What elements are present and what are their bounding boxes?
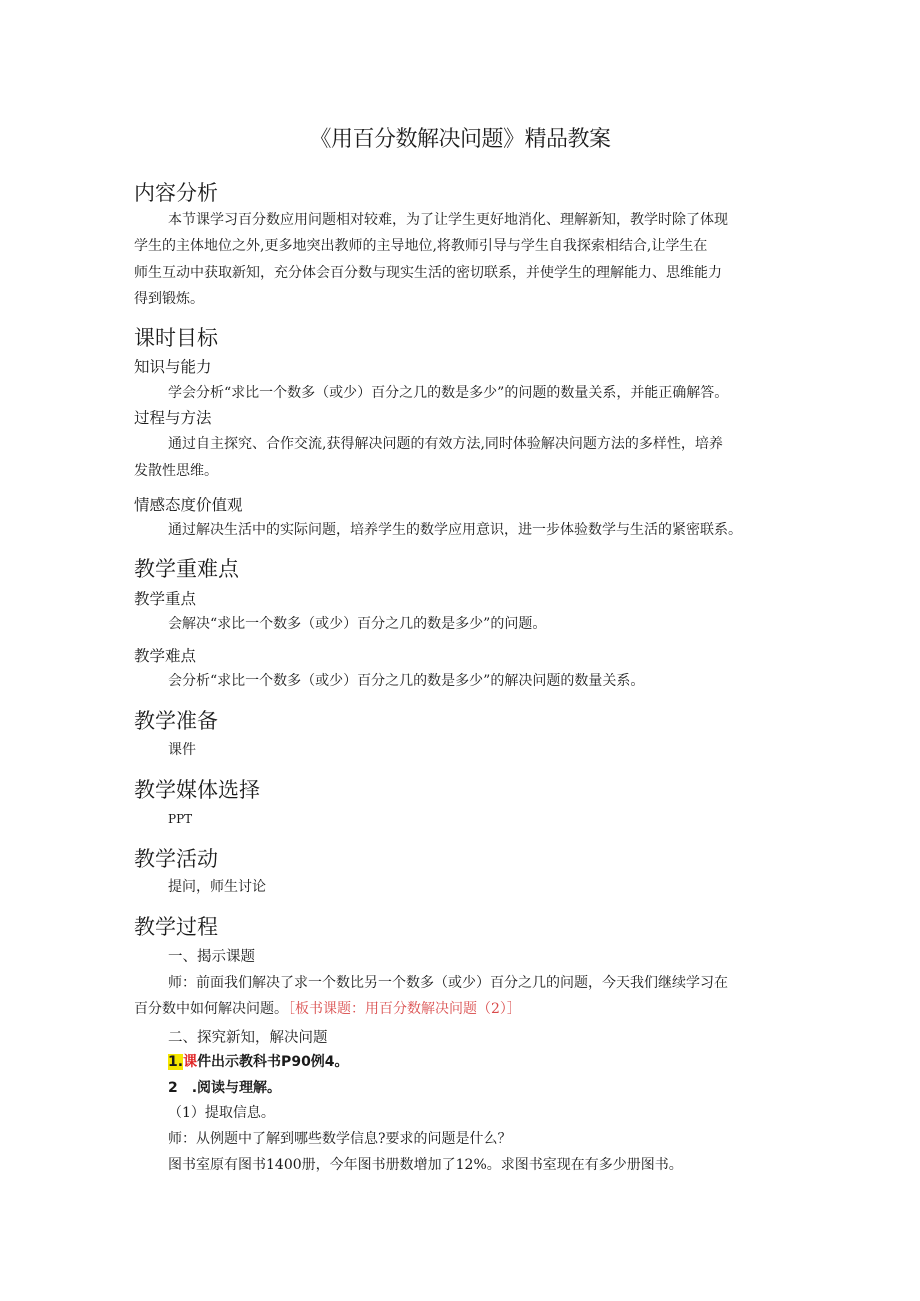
step1-heading: 一、揭示课题: [168, 949, 255, 965]
process-method-line-2: 发散性思维。: [134, 463, 218, 479]
step1-line-2: [134, 999, 521, 1019]
teacher-question: 师：从例题中了解到哪些数学信息?要求的问题是什么？: [168, 1131, 512, 1147]
item-1: [168, 1052, 349, 1072]
media-text: PPT: [168, 812, 193, 826]
process-heading: 教学过程: [134, 915, 218, 939]
knowledge-text: 学会分析“求比一个数多（或少）百分之几的数是多少”的问题的数量关系，并能正确解答。: [168, 385, 729, 401]
activity-text: 提问，师生讨论: [168, 879, 266, 895]
key-points-heading: 教学重难点: [134, 557, 239, 581]
content-analysis-line-3: 师生互动中获取新知，充分体会百分数与现实生活的密切联系，并使学生的理解能力、思维能力: [134, 265, 722, 281]
media-heading: 教学媒体选择: [134, 778, 260, 802]
document-title: 《用百分数解决问题》精品教案: [309, 127, 611, 152]
objectives-heading: 课时目标: [134, 326, 218, 350]
preparation-text: 课件: [168, 742, 196, 758]
content-analysis-line-1: 本节课学习百分数应用问题相对较难，为了让学生更好地消化、理解新知，教学时除了体现: [168, 212, 728, 228]
knowledge-heading: 知识与能力: [134, 358, 212, 376]
activity-heading: 教学活动: [134, 847, 218, 871]
process-method-heading: 过程与方法: [134, 409, 212, 427]
process-method-line-1: 通过自主探究、合作交流,获得解决问题的有效方法,同时体验解决问题方法的多样性，培养: [168, 436, 723, 452]
step1-line-1: 师：前面我们解决了求一个数比另一个数多（或少）百分之几的问题，今天我们继续学习在: [168, 975, 728, 991]
key-heading: 教学重点: [134, 590, 197, 608]
item-1-text: 件出示教科书P90例4。: [197, 1054, 349, 1070]
difficulty-heading: 教学难点: [134, 647, 197, 665]
problem-statement: 图书室原有图书1400册，今年图书册数增加了12%。求图书室现在有多少册图书。: [168, 1157, 683, 1173]
board-title-note: ［板书课题：用百分数解决问题（2）］: [288, 1001, 521, 1017]
item-1-red-char: 课: [183, 1054, 198, 1070]
emotion-heading: 情感态度价值观: [134, 496, 243, 514]
content-analysis-line-2: 学生的主体地位之外,更多地突出教师的主导地位,将教师引导与学生自我探索相结合,让学生在: [134, 238, 708, 254]
content-analysis-line-4: 得到锻炼。: [134, 291, 204, 307]
key-text: 会解决“求比一个数多（或少）百分之几的数是多少”的问题。: [168, 616, 547, 632]
item-1-number: 1.: [168, 1054, 184, 1070]
emotion-text: 通过解决生活中的实际问题，培养学生的数学应用意识，进一步体验数学与生活的紧密联系。: [168, 522, 742, 538]
content-analysis-heading: 内容分析: [134, 181, 218, 205]
item-2: 2 .阅读与理解。: [168, 1080, 282, 1096]
sub-item-1: （1）提取信息。: [168, 1105, 275, 1121]
preparation-heading: 教学准备: [134, 709, 218, 733]
step2-heading: 二、探究新知，解决问题: [168, 1030, 328, 1046]
step1-line-2-text: 百分数中如何解决问题。: [134, 1001, 288, 1017]
difficulty-text: 会分析“求比一个数多（或少）百分之几的数是多少”的解决问题的数量关系。: [168, 673, 645, 689]
